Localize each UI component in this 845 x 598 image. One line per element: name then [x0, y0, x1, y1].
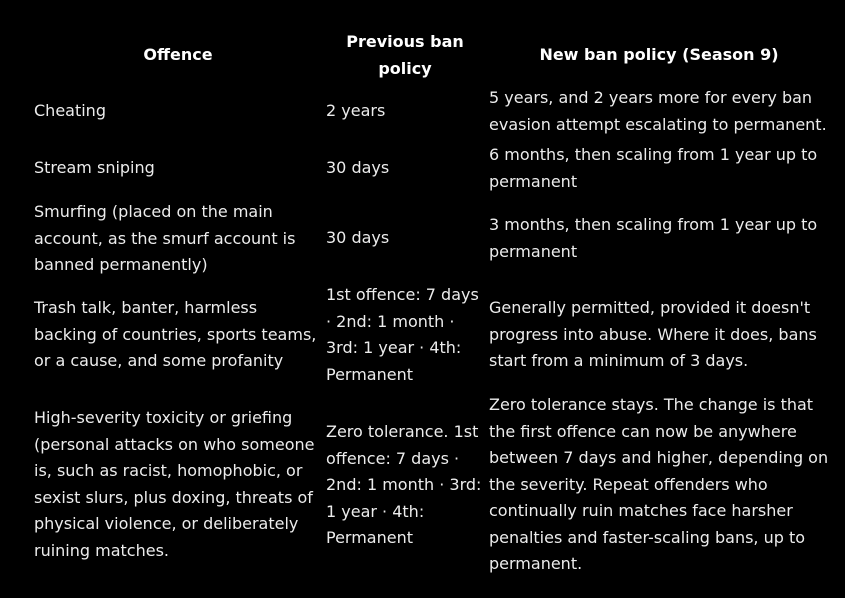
table-row-1-new: 5 years, and 2 years more for every ban evasion attempt escalating to permanent.: [489, 88, 827, 134]
table-row-1-previous: 2 years: [326, 101, 386, 120]
table-row-4-previous: 1st offence: 7 days · 2nd: 1 month · 3rd: 1 year · 4th: Permanent: [326, 285, 479, 384]
table-row-2-previous: 30 days: [326, 158, 390, 177]
table-row-2-offence: Stream sniping: [34, 158, 155, 177]
table-row-5-offence: High-severity toxicity or griefing (personal attacks on who someone is, such as racist, homophobic, or sexist slurs, plus doxing, threats of physical violence, or deliberately ruining matches.: [34, 408, 315, 560]
table-row-4-new: Generally permitted, provided it doesn't progress into abuse. Where it does, bans start from a minimum of 3 days.: [489, 298, 817, 370]
table-row-5-previous: Zero tolerance. 1st offence: 7 days · 2nd: 1 month · 3rd: 1 year · 4th: Permanent: [326, 422, 482, 547]
table-row-3-offence: Smurfing (placed on the main account, as the smurf account is banned permanently): [34, 202, 296, 274]
header-previous-ban-policy: Previous ban policy: [346, 32, 464, 78]
table-row-3-previous: 30 days: [326, 228, 390, 247]
header-offence: Offence: [143, 45, 213, 64]
table-row-4-offence: Trash talk, banter, harmless backing of countries, sports teams, or a cause, and some profanity: [34, 298, 317, 370]
header-new-ban-policy: New ban policy (Season 9): [539, 45, 779, 64]
table-row-3-new: 3 months, then scaling from 1 year up to permanent: [489, 215, 818, 261]
table-row-2-new: 6 months, then scaling from 1 year up to permanent: [489, 145, 818, 191]
table-row-5-new: Zero tolerance stays. The change is that the first offence can now be anywhere between 7 days and higher, depending on the severity. Repeat offenders who continually ruin matches face harsher penalties and faster-scaling bans, up to permanent.: [489, 395, 829, 573]
table-row-1-offence: Cheating: [34, 101, 106, 120]
